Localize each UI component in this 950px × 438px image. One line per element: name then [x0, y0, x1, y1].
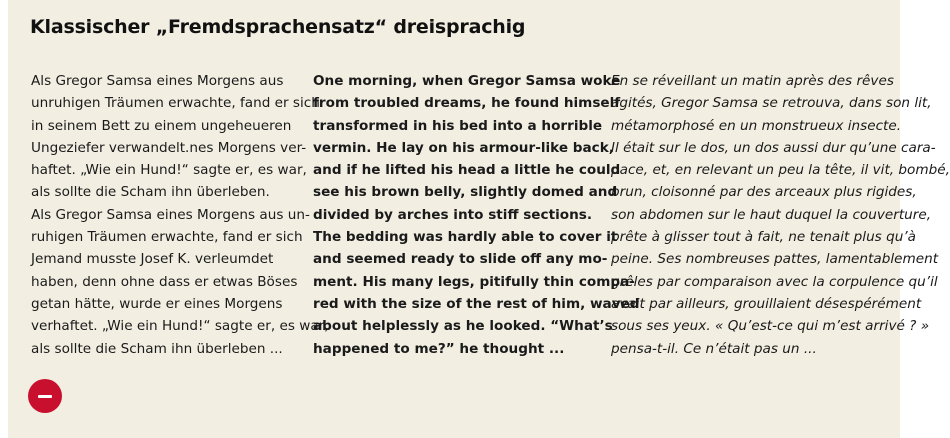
german-line: ruhigen Träumen erwachte, fand er sich	[31, 229, 303, 246]
english-line: red with the size of the rest of him, waved	[313, 295, 640, 312]
french-line: Il était sur le dos, un dos aussi dur qu’une cara-	[611, 139, 936, 156]
english-line: and seemed ready to slide off any mo-	[313, 251, 608, 268]
minus-icon	[38, 395, 52, 398]
english-line: from troubled dreams, he found himself	[313, 95, 621, 112]
french-line: grêles par comparaison avec la corpulence qu’il	[611, 273, 938, 290]
french-line: prête à glisser tout à fait, ne tenait plus qu’à	[611, 229, 916, 246]
english-line: and if he lifted his head a little he could	[313, 162, 621, 179]
german-line: getan hätte, wurde er eines Morgens	[31, 295, 283, 312]
french-line: pace, et, en relevant un peu la tête, il vit, bombé,	[611, 162, 950, 179]
german-column	[31, 70, 329, 360]
panel-title: Klassischer „Fremdsprachensatz“ dreisprachig	[30, 16, 526, 38]
french-line: pensa-t-il. Ce n’était pas un ...	[611, 340, 817, 357]
collapse-button[interactable]	[28, 379, 62, 413]
english-line: happened to me?” he thought ...	[313, 340, 565, 357]
french-line: brun, cloisonné par des arceaux plus rigides,	[611, 184, 917, 201]
french-line: peine. Ses nombreuses pattes, lamentablement	[611, 251, 939, 268]
german-line: Jemand musste Josef K. verleumdet	[31, 251, 274, 268]
german-line: haben, denn ohne dass er etwas Böses	[31, 273, 298, 290]
german-line: als sollte die Scham ihn überleben.	[31, 184, 270, 201]
english-line: One morning, when Gregor Samsa woke	[313, 73, 621, 89]
german-line: unruhigen Träumen erwachte, fand er sich	[31, 95, 320, 112]
german-line: Ungeziefer verwandelt.nes Morgens ver-	[31, 139, 307, 156]
english-line: The bedding was hardly able to cover it	[313, 229, 618, 246]
french-line: son abdomen sur le haut duquel la couverture,	[611, 206, 932, 223]
french-line: sous ses yeux. « Qu’est-ce qui m’est arrivé ? »	[611, 318, 930, 335]
english-line: see his brown belly, slightly domed and	[313, 184, 618, 201]
german-line: haftet. „Wie ein Hund!“ sagte er, es war,	[31, 162, 307, 179]
german-line: Als Gregor Samsa eines Morgens aus	[31, 73, 284, 89]
french-column	[611, 70, 950, 360]
french-line: En se réveillant un matin après des rêves	[611, 73, 894, 89]
text-sample-panel	[8, 0, 950, 438]
english-line: transformed in his bed into a horrible	[313, 117, 603, 134]
french-line: avait par ailleurs, grouillaient désespérément	[611, 295, 922, 312]
german-line: verhaftet. „Wie ein Hund!“ sagte er, es war,	[31, 318, 329, 335]
english-line: vermin. He lay on his armour-like back,	[313, 139, 614, 156]
german-line: in seinem Bett zu einem ungeheueren	[31, 117, 292, 134]
english-column	[313, 70, 640, 360]
french-line: métamorphosé en un monstrueux insecte.	[611, 117, 902, 134]
english-line: ment. His many legs, pitifully thin compa-	[313, 273, 635, 290]
german-line: als sollte die Scham ihn überleben ...	[31, 340, 283, 357]
french-line: agités, Gregor Samsa se retrouva, dans son lit,	[611, 95, 932, 112]
english-line: divided by arches into stiff sections.	[313, 206, 593, 223]
english-line: about helplessly as he looked. “What’s	[313, 318, 613, 335]
german-line: Als Gregor Samsa eines Morgens aus un-	[31, 206, 310, 223]
